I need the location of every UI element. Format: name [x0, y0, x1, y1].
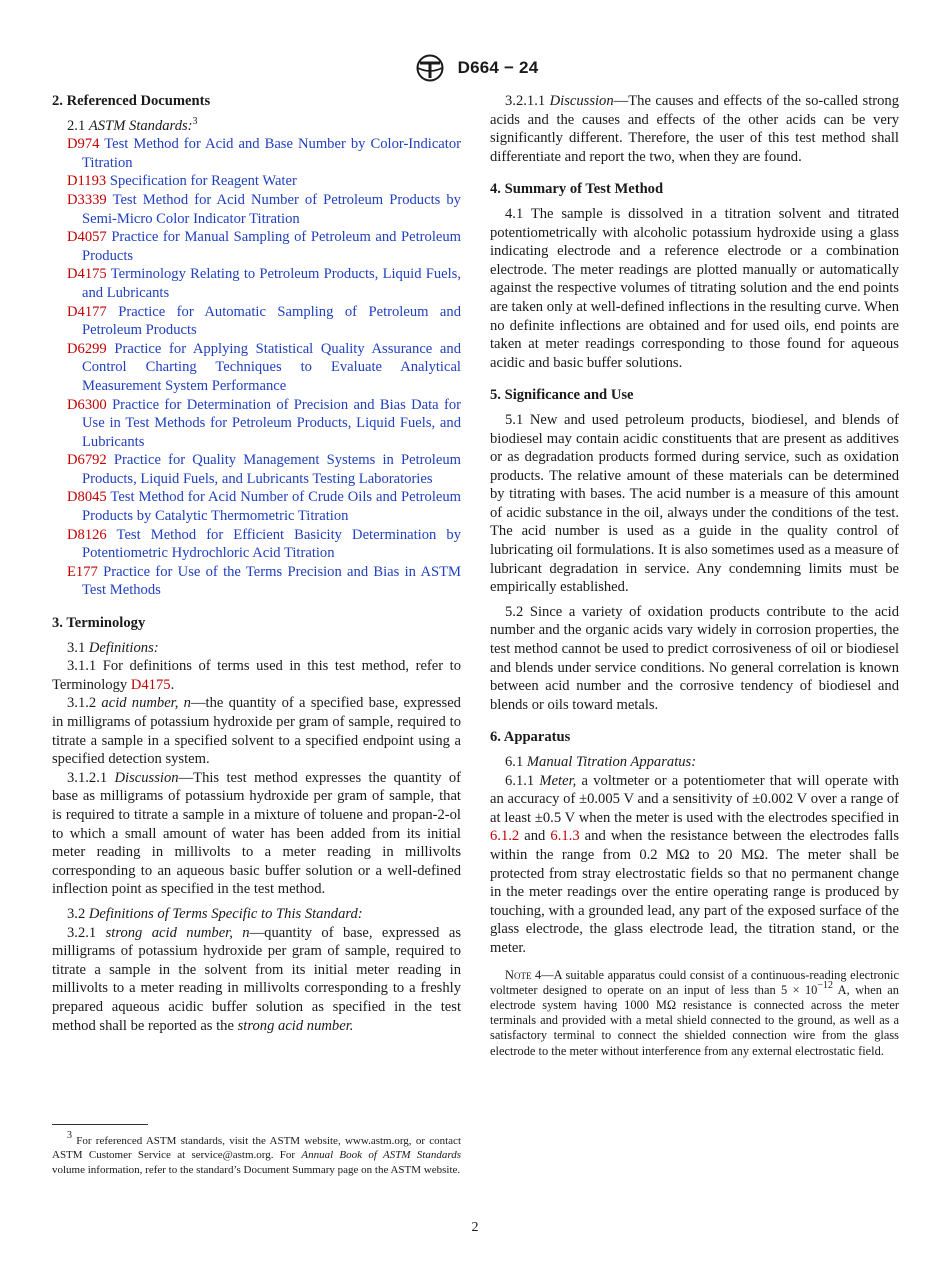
- left-column: [52, 92, 461, 1035]
- section-6-heading: 6. Apparatus: [490, 729, 571, 746]
- right-column: [490, 92, 899, 1059]
- section-2-1: 2.1 ASTM Standards:$^3$: [67, 115, 198, 134]
- terminology-link[interactable]: D4175: [130, 676, 171, 693]
- ref-item[interactable]: D8126 Test Method for Efficient Basicity Determination by Potentiometric Hydrochloric Acid Titration: [67, 526, 461, 562]
- page-number: 2: [471, 1220, 479, 1235]
- section-5-2: 5.2 Since a variety of oxidation products contribute to the acid number and the organic acids vary widely in corrosion properties, the test method cannot be used to predict corrosiveness of oil or biodiesel and blends under service conditions. No general correlation is known between acid number and the corrosive tendency of biodiesel and blends or oils toward metals.: [490, 603, 899, 713]
- section-3-1-1: 3.1.1 For definitions of terms used in this test method, refer to Terminology D4175.: [52, 658, 461, 693]
- section-link-6-1-2[interactable]: 6.1.2: [490, 828, 520, 845]
- astm-logo-icon: [412, 54, 448, 82]
- section-3-1-2-1: 3.1.2.1 Discussion—This test method expresses the quantity of base as milligrams of potassium hydroxide per gram of sample, that is required to titrate a sample in a mixture of toluene and propan-2-ol to which a small amount of water has been added from its initial meter reading in millivolts to a meter reading in millivolts corresponding to an aqueous basic buffer solution or a well-defined inflection point as specified in the test method.: [52, 769, 462, 898]
- section-3-1-2: 3.1.2 acid number, n—the quantity of a specified base, expressed in milligrams of potassium hydroxide per gram of sample, required to titrate a sample in a specified solvent to a specified endpoint using a specified detection system.: [52, 695, 461, 768]
- section-link-6-1-3[interactable]: 6.1.3: [550, 828, 580, 845]
- ref-item[interactable]: E177 Practice for Use of the Terms Precision and Bias in ASTM Test Methods: [67, 563, 461, 599]
- section-4-1: 4.1 The sample is dissolved in a titration solvent and titrated potentiometrically with alcoholic potassium hydroxide using a glass indicating electrode and a reference electrode or a combination electrode. The meter readings are plotted manually or automatically against the respective volumes of titrating solution and the end points are taken only at well-defined inflections in the resulting curve. When no definite inflections are obtained and for used oils, end points are taken at meter readings corresponding to those found for aqueous acidic and basic buffer solutions.: [490, 205, 899, 371]
- section-5-1: 5.1 New and used petroleum products, biodiesel, and blends of biodiesel may contain acidic constituents that are present as additives or as degradation products formed during service, such as oxidation products. The relative amount of these materials can be determined by titrating with bases. The acid number is a measure of this amount of acidic substance in the oil, always under the conditions of the test. The acid number is used as a guide in the quality control of lubricating oil formulations. It is also sometimes used as a measure of lubricant degradation in service. Any condemning limits must be empirically established.: [490, 411, 899, 596]
- section-5-heading: 5. Significance and Use: [490, 387, 634, 404]
- referenced-documents-list: [52, 135, 461, 600]
- section-3-2: 3.2 Definitions of Terms Specific to This Standard:: [67, 905, 363, 922]
- ref-item[interactable]: D6300 Practice for Determination of Precision and Bias Data for Use in Test Methods for Petroleum Products, Liquid Fuels, and Lubricants: [67, 396, 461, 450]
- section-6-1-1: 6.1.1 Meter, a voltmeter or a potentiometer that will operate with an accuracy of ±0.005 V and a sensitivity of ±0.002 V over a range of at least ±0.5 V when the meter is used with the electrodes specified in 6.1.2 and 6.1.3 and when the resistance between the electrodes falls within the range from 0.2 MΩ to 20 MΩ. The meter shall be protected from stray electrostatic fields so that no permanent change in the meter readings over the entire operating range is produced by touching, with a grounded lead, any part of the exposed surface of the glass electrode, the glass electrode lead, the titration stand, or the meter.: [490, 772, 899, 956]
- ref-item[interactable]: D6299 Practice for Applying Statistical Quality Assurance and Control Charting Techniques to Evaluate Analytical Measurement System Performance: [67, 340, 461, 394]
- footnote-3: $^3$ For referenced ASTM standards, visit the ASTM website, www.astm.org, or contact ASTM Customer Service at service@astm.org. For Annual Book of ASTM Standards volume information, refer to the standard’s Document Summary page on the ASTM website.: [52, 1130, 461, 1176]
- ref-item[interactable]: D4177 Practice for Automatic Sampling of Petroleum and Petroleum Products: [67, 303, 462, 339]
- ref-item[interactable]: D974 Test Method for Acid and Base Number by Color-Indicator Titration: [67, 136, 461, 171]
- section-3-2-1-1: 3.2.1.1 Discussion—The causes and effects of the so-called strong acids and the causes and effects of the other acids can be very significantly different. Therefore, the user of this test method shall differentiate and report the two, when they are found.: [490, 93, 900, 165]
- ref-item[interactable]: D6792 Practice for Quality Management Systems in Petroleum Products, Liquid Fuels, and Lubricants Testing Laboratories: [67, 452, 461, 487]
- section-3-1: 3.1 Definitions:: [67, 639, 159, 656]
- ref-item[interactable]: D3339 Test Method for Acid Number of Petroleum Products by Semi-Micro Color Indicator Titration: [67, 191, 461, 227]
- section-4-heading: 4. Summary of Test Method: [490, 181, 664, 198]
- footnote-divider: [52, 1124, 148, 1125]
- standard-code: D664 − 24: [457, 58, 539, 77]
- page-header: [0, 54, 950, 82]
- ref-item[interactable]: D4057 Practice for Manual Sampling of Petroleum and Petroleum Products: [67, 229, 461, 264]
- section-3-heading: 3. Terminology: [52, 615, 146, 632]
- ref-item[interactable]: D8045 Test Method for Acid Number of Crude Oils and Petroleum Products by Catalytic Thermometric Titration: [67, 489, 461, 525]
- section-3-2-1: 3.2.1 strong acid number, n—quantity of base, expressed as milligrams of potassium hydroxide per gram of sample, required to titrate a sample in the solvent from its initial meter reading in millivolts to a meter reading in millivolts corresponding to a freshly prepared aqueous acidic buffer solution as specified in the test method shall be reported as the strong acid number.: [52, 924, 462, 1034]
- section-6-1: 6.1 Manual Titration Apparatus:: [505, 754, 697, 770]
- ref-item[interactable]: D4175 Terminology Relating to Petroleum Products, Liquid Fuels, and Lubricants: [67, 266, 462, 301]
- note-4: Note 4—A suitable apparatus could consist of a continuous-reading electronic voltmeter designed to operate on an input of less than $5 \times 10^{-12}$ A, when an electrode system having 1000 MΩ resistance is connected across the meter terminals and provided with a metal shield connected to the ground, as well as a satisfactory terminal to connect the shielded connection wire from the glass electrode to the meter without interference from any external electrostatic field.: [490, 967, 899, 1058]
- section-2-heading: 2. Referenced Documents: [52, 93, 211, 109]
- ref-item[interactable]: D1193 Specification for Reagent Water: [67, 173, 297, 190]
